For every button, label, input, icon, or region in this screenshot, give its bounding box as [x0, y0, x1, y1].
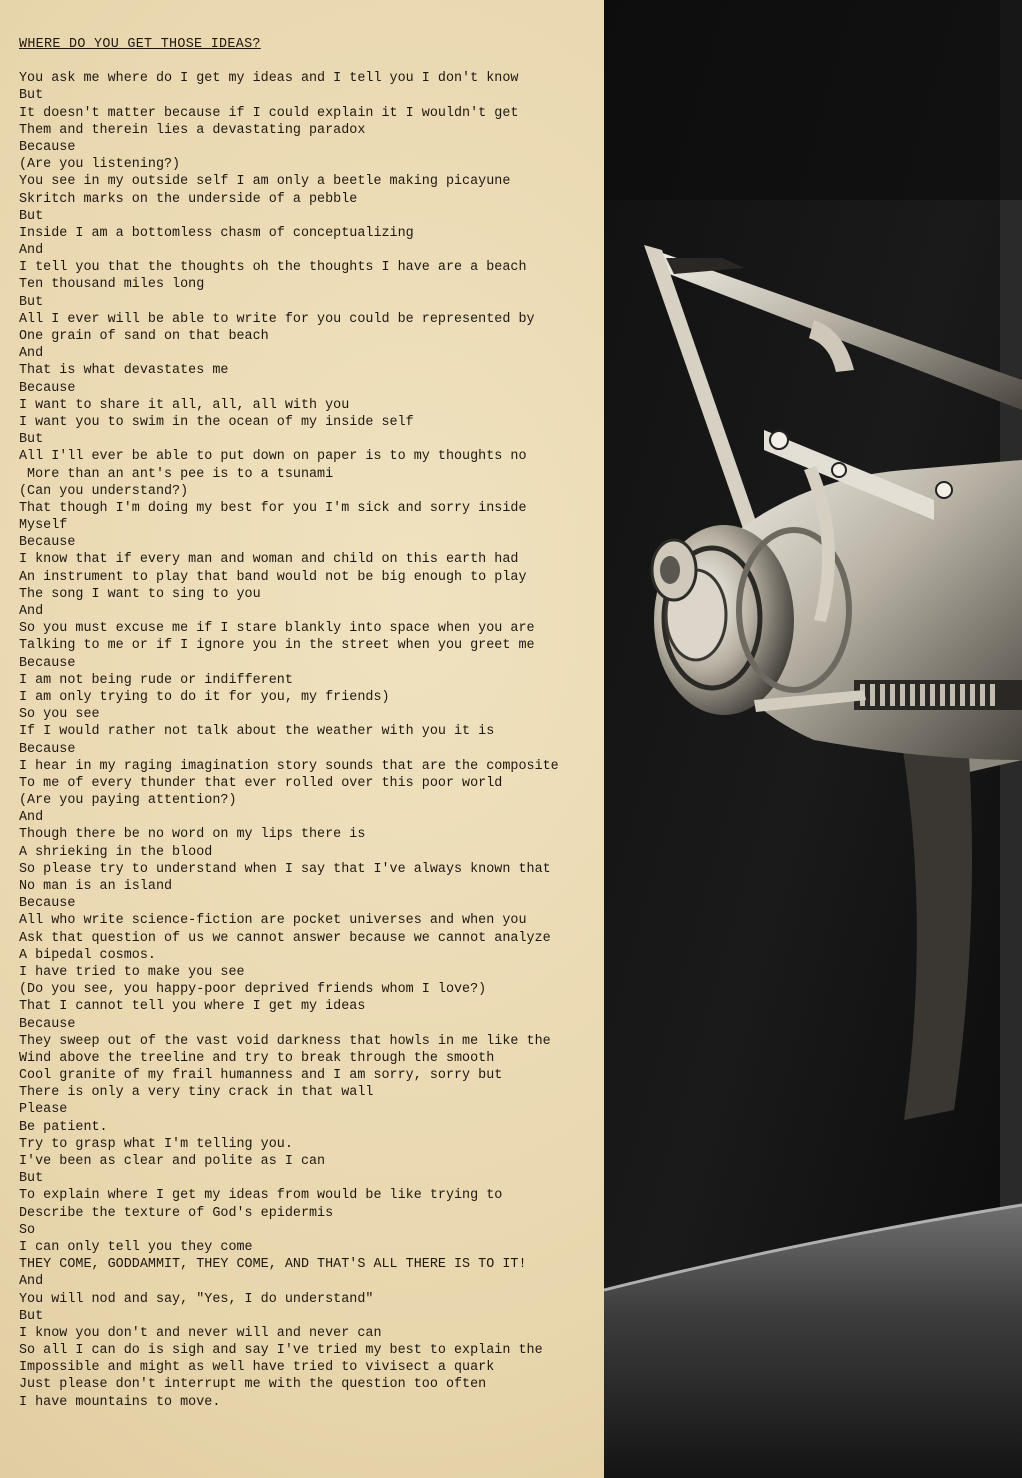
poem-line: Cool granite of my frail humanness and I am sorry, sorry but: [19, 1068, 503, 1084]
poem-line: All I ever will be able to write for you could be represented by: [19, 311, 535, 327]
poem-line: (Can you understand?): [19, 483, 189, 499]
poem-line: I have mountains to move.: [19, 1394, 221, 1410]
poem-line: Myself: [19, 518, 68, 534]
poem-line: Because: [19, 741, 76, 757]
poem-line: I know you don't and never will and never can: [19, 1325, 382, 1341]
poem-line: I have tried to make you see: [19, 964, 245, 980]
machine-photo-icon: [604, 0, 1022, 1478]
poem-line: And: [19, 346, 44, 362]
poem-line: I want to share it all, all, all with you: [19, 397, 350, 413]
poem-line: More than an ant's pee is to a tsunami: [19, 466, 334, 482]
poem-line: And: [19, 604, 44, 620]
poem-line: Describe the texture of God's epidermis: [19, 1205, 334, 1221]
poem-line: (Are you listening?): [19, 157, 181, 173]
poem-line: I am only trying to do it for you, my friends): [19, 689, 390, 705]
poem-line: But: [19, 1308, 44, 1324]
poem-line: But: [19, 208, 44, 224]
poem-line: To me of every thunder that ever rolled over this poor world: [19, 775, 503, 791]
poem-line: Wind above the treeline and try to break through the smooth: [19, 1050, 495, 1066]
poem-line: But: [19, 1171, 44, 1187]
poem-line: I've been as clear and polite as I can: [19, 1154, 326, 1170]
poem-line: Because: [19, 896, 76, 912]
poem-line: THEY COME, GODDAMMIT, THEY COME, AND THAT'S ALL THERE IS TO IT!: [19, 1257, 527, 1273]
poem-line: So all I can do is sigh and say I've tried my best to explain the: [19, 1343, 543, 1359]
poem-line: Please: [19, 1102, 68, 1118]
poem-line: Ten thousand miles long: [19, 277, 205, 293]
poem-line: Be patient.: [19, 1119, 108, 1135]
poem-line: Talking to me or if I ignore you in the street when you greet me: [19, 638, 535, 654]
poem-line: And: [19, 810, 44, 826]
poem-line: So you see: [19, 707, 100, 723]
poem-line: No man is an island: [19, 879, 173, 895]
poem-line: So you must excuse me if I stare blankly into space when you are: [19, 621, 535, 637]
poem-line: A shrieking in the blood: [19, 844, 213, 860]
poem-line: Because: [19, 1016, 76, 1032]
poem-line: Try to grasp what I'm telling you.: [19, 1136, 293, 1152]
poem-line: All who write science-fiction are pocket universes and when you: [19, 913, 527, 929]
poem-line: I hear in my raging imagination story sounds that are the composite: [19, 758, 559, 774]
poem-line: (Do you see, you happy-poor deprived friends whom I love?): [19, 982, 487, 998]
poem-line: Inside I am a bottomless chasm of conceptualizing: [19, 225, 414, 241]
poem-line: Skritch marks on the underside of a pebble: [19, 191, 358, 207]
poem-line: So: [19, 1222, 36, 1238]
poem-lines: [19, 70, 599, 1411]
poem-line: One grain of sand on that beach: [19, 329, 269, 345]
poem-line: A bipedal cosmos.: [19, 947, 156, 963]
poem-line: I am not being rude or indifferent: [19, 672, 293, 688]
poem-line: I want you to swim in the ocean of my inside self: [19, 414, 414, 430]
machine-photo: [604, 0, 1022, 1478]
poem-column: [19, 36, 599, 1446]
poem-line: That I cannot tell you where I get my ideas: [19, 999, 366, 1015]
poem-line: If I would rather not talk about the weather with you it is: [19, 724, 495, 740]
poem-title: WHERE DO YOU GET THOSE IDEAS?: [19, 37, 261, 52]
poem-line: (Are you paying attention?): [19, 793, 237, 809]
poem-line: So please try to understand when I say that I've always known that: [19, 861, 551, 877]
poem-line: You ask me where do I get my ideas and I tell you I don't know: [19, 71, 519, 87]
poem-line: Because: [19, 380, 76, 396]
poem-line: Because: [19, 535, 76, 551]
poem-line: Impossible and might as well have tried to vivisect a quark: [19, 1360, 495, 1376]
poem-line: And: [19, 243, 44, 259]
poem-line: I tell you that the thoughts oh the thoughts I have are a beach: [19, 260, 527, 276]
poem-line: Ask that question of us we cannot answer because we cannot analyze: [19, 930, 551, 946]
poem-line: The song I want to sing to you: [19, 586, 261, 602]
poem-line: It doesn't matter because if I could explain it I wouldn't get: [19, 105, 519, 121]
poem-line: That is what devastates me: [19, 363, 229, 379]
poem-line: They sweep out of the vast void darkness that howls in me like the: [19, 1033, 551, 1049]
poem-line: There is only a very tiny crack in that wall: [19, 1085, 374, 1101]
poem-line: You will nod and say, "Yes, I do understand": [19, 1291, 374, 1307]
poem-line: You see in my outside self I am only a beetle making picayune: [19, 174, 511, 190]
poem-line: That though I'm doing my best for you I'm sick and sorry inside: [19, 500, 527, 516]
poem-line: Though there be no word on my lips there is: [19, 827, 366, 843]
poem-line: I can only tell you they come: [19, 1239, 253, 1255]
poem-line: But: [19, 88, 44, 104]
poem-line: I know that if every man and woman and child on this earth had: [19, 552, 519, 568]
poem-line: To explain where I get my ideas from would be like trying to: [19, 1188, 503, 1204]
poem-line: But: [19, 432, 44, 448]
poem-line: And: [19, 1274, 44, 1290]
poem-line: An instrument to play that band would not be big enough to play: [19, 569, 527, 585]
poem-line: Them and therein lies a devastating paradox: [19, 122, 366, 138]
poem-line: Just please don't interrupt me with the question too often: [19, 1377, 487, 1393]
poem-line: All I'll ever be able to put down on paper is to my thoughts no: [19, 449, 527, 465]
poem-line: But: [19, 294, 44, 310]
poem-line: Because: [19, 655, 76, 671]
poem-line: Because: [19, 139, 76, 155]
